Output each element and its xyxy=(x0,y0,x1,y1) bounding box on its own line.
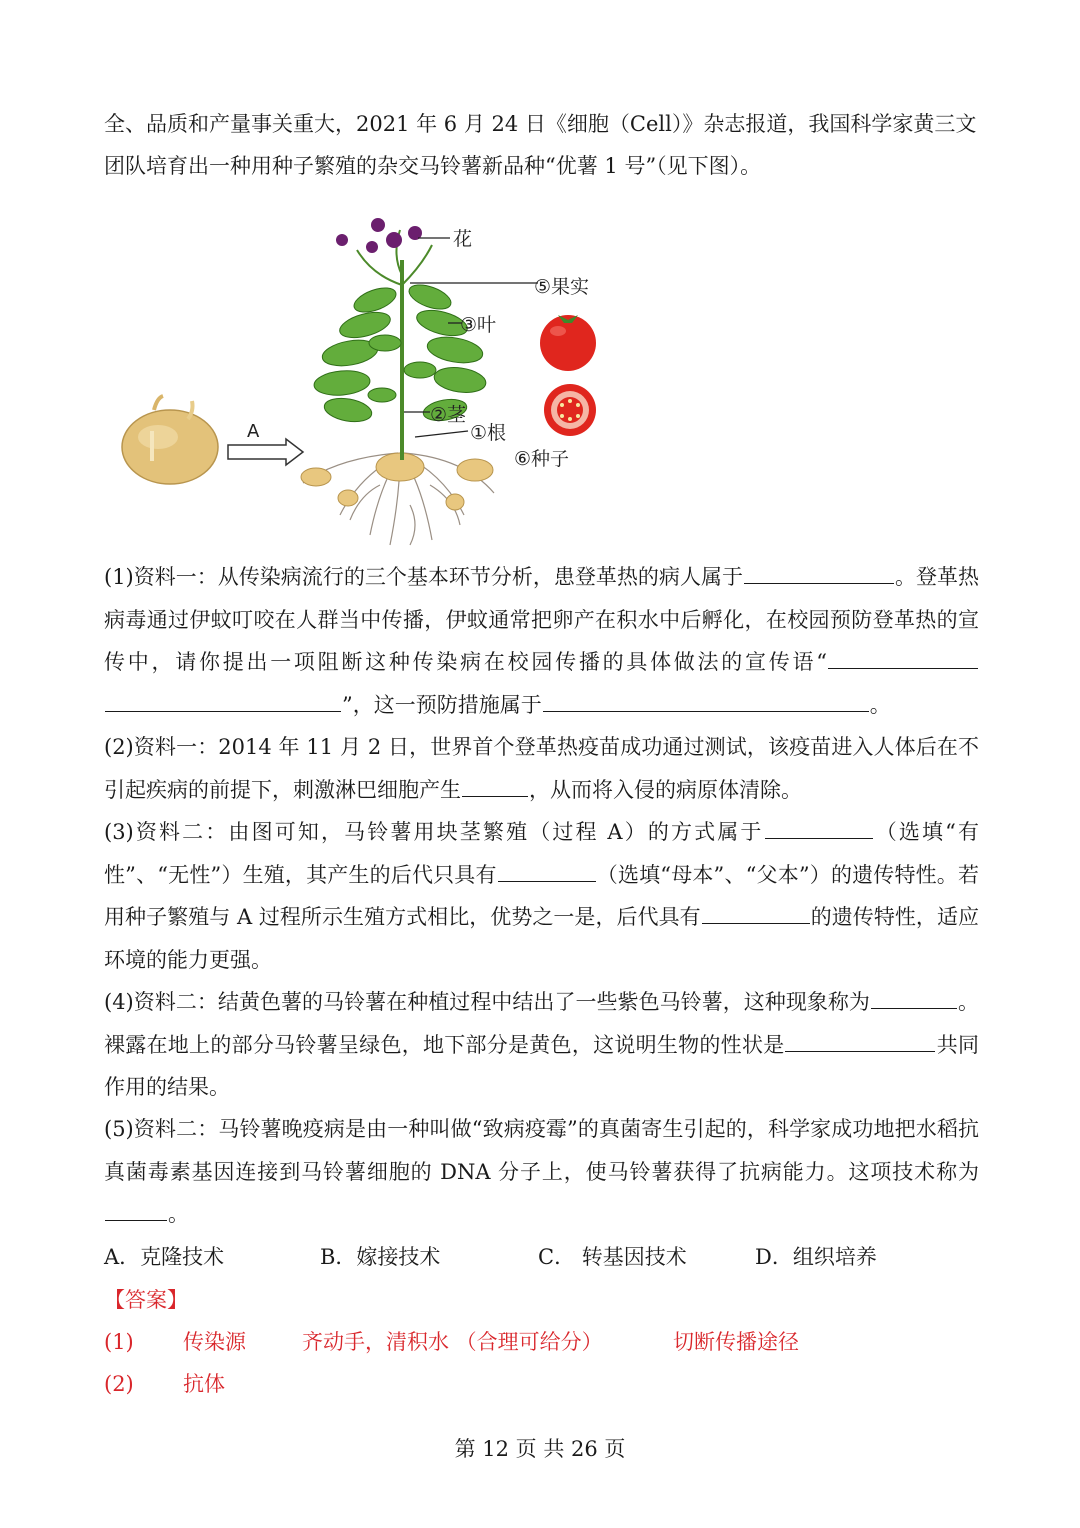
answer-1-part-3: 切断传播途径 xyxy=(673,1330,799,1354)
q3-blank-1[interactable] xyxy=(765,812,873,839)
q2-text-1: (2)资料一：2014 年 11 月 2 日，世界首个登革热疫苗成功通过测试，该疫苗进入人体后在不引起疾病的前提下，刺激淋巴细胞产生 xyxy=(104,735,979,802)
q1-blank-2b[interactable] xyxy=(105,685,341,712)
option-b[interactable]: B．嫁接技术 xyxy=(320,1245,441,1269)
label-root: ①根 xyxy=(470,422,507,444)
answer-1-part-1: 传染源 xyxy=(183,1330,246,1354)
answer-1-number: (1) xyxy=(104,1330,134,1354)
q1-blank-2a[interactable] xyxy=(828,642,978,669)
question-5 xyxy=(104,1108,979,1236)
label-fruit: ⑤果实 xyxy=(534,276,590,298)
q1-blank-1[interactable] xyxy=(744,557,894,584)
answer-row-1 xyxy=(104,1321,979,1363)
q1-text-2: 。登革热病毒通过伊蚊叮咬在人群当中传播，伊蚊通常把卵产在积水中后孵化，在校园预防登革热的宣传中，请你提出一项阻断这种传染病在校园传播的具体做法的宣传语“ xyxy=(104,565,979,674)
label-stem: ②茎 xyxy=(430,404,467,426)
question-2 xyxy=(104,726,979,811)
option-c[interactable]: C． 转基因技术 xyxy=(538,1245,687,1269)
intro-line-2: 团队培育出一种用种子繁殖的杂交马铃薯新品种“优薯 1 号”（见下图）。 xyxy=(104,154,762,178)
intro-line-1: 全、品质和产量事关重大，2021 年 6 月 24 日《细胞（Cell）》杂志报道，我国科学家黄三文 xyxy=(104,112,977,136)
question-1 xyxy=(104,556,979,726)
q5-text-2: 。 xyxy=(168,1202,189,1226)
q4-text-3: 共同作用的结果。 xyxy=(104,1032,979,1099)
q2-text-2: ，从而将入侵的病原体清除。 xyxy=(529,777,802,802)
q4-text-2: 。裸露在地上的部分马铃薯呈绿色，地下部分是黄色，这说明生物的性状是 xyxy=(104,990,980,1057)
q3-text-3: （选填“母本”、“父本”）的遗传特性。若用种子繁殖与 A 过程所示生殖方式相比，优势之一是，后代具有 xyxy=(104,862,979,929)
q1-text-4: 。 xyxy=(869,692,891,717)
q3-text-4: 的遗传特性，适应环境的能力更强。 xyxy=(104,905,980,972)
answer-options xyxy=(104,1236,979,1278)
tomato-section-image xyxy=(544,384,596,436)
label-flower: 花 xyxy=(453,228,473,250)
q1-text-1: (1)资料一：从传染病流行的三个基本环节分析，患登革热的病人属于 xyxy=(104,565,743,589)
answer-1-part-2: 齐动手，清积水 （合理可给分） xyxy=(302,1330,603,1354)
q5-text-1: (5)资料二：马铃薯晚疫病是由一种叫做“致病疫霉”的真菌寄生引起的，科学家成功地把水稻抗真菌毒素基因连接到马铃薯细胞的 DNA 分子上，使马铃薯获得了抗病能力。这项技术称为 xyxy=(104,1117,979,1184)
q2-blank-1[interactable] xyxy=(462,770,528,797)
answer-2-number: (2) xyxy=(104,1372,134,1396)
potato-tuber-image xyxy=(122,396,218,484)
q3-text-1: (3)资料二：由图可知，马铃薯用块茎繁殖（过程 A）的方式属于 xyxy=(104,820,764,844)
q5-blank-1[interactable] xyxy=(105,1194,167,1221)
q4-blank-1[interactable] xyxy=(871,982,957,1009)
answer-row-2 xyxy=(104,1363,979,1405)
plant-flowers xyxy=(336,218,422,253)
page-footer: 第 12 页 共 26 页 xyxy=(454,1437,626,1461)
arrow-label-a: A xyxy=(247,421,260,442)
label-seed: ⑥种子 xyxy=(514,448,570,470)
option-d[interactable]: D．组织培养 xyxy=(755,1245,877,1269)
intro-paragraph xyxy=(104,103,979,187)
process-a-arrow xyxy=(228,421,303,465)
answer-heading: 【答案】 xyxy=(104,1288,188,1312)
q1-blank-3[interactable] xyxy=(543,685,869,712)
q4-text-1: (4)资料二：结黄色薯的马铃薯在种植过程中结出了一些紫色马铃薯，这种现象称为 xyxy=(104,990,870,1014)
q3-blank-2[interactable] xyxy=(498,855,596,882)
answer-2-part-1: 抗体 xyxy=(183,1372,225,1396)
question-4 xyxy=(104,981,979,1109)
q4-blank-2[interactable] xyxy=(785,1025,935,1052)
q3-blank-3[interactable] xyxy=(702,897,810,924)
q1-text-3: ”，这一预防措施属于 xyxy=(342,692,542,717)
option-a[interactable]: A．克隆技术 xyxy=(104,1245,225,1269)
tomato-fruit-image xyxy=(540,315,596,371)
potato-plant-figure xyxy=(110,205,630,550)
label-lines xyxy=(404,238,538,437)
question-3 xyxy=(104,811,979,981)
q3-text-2: （选填“有性”、“无性”）生殖，其产生的后代只具有 xyxy=(104,820,979,887)
label-leaf: ③叶 xyxy=(460,314,497,336)
